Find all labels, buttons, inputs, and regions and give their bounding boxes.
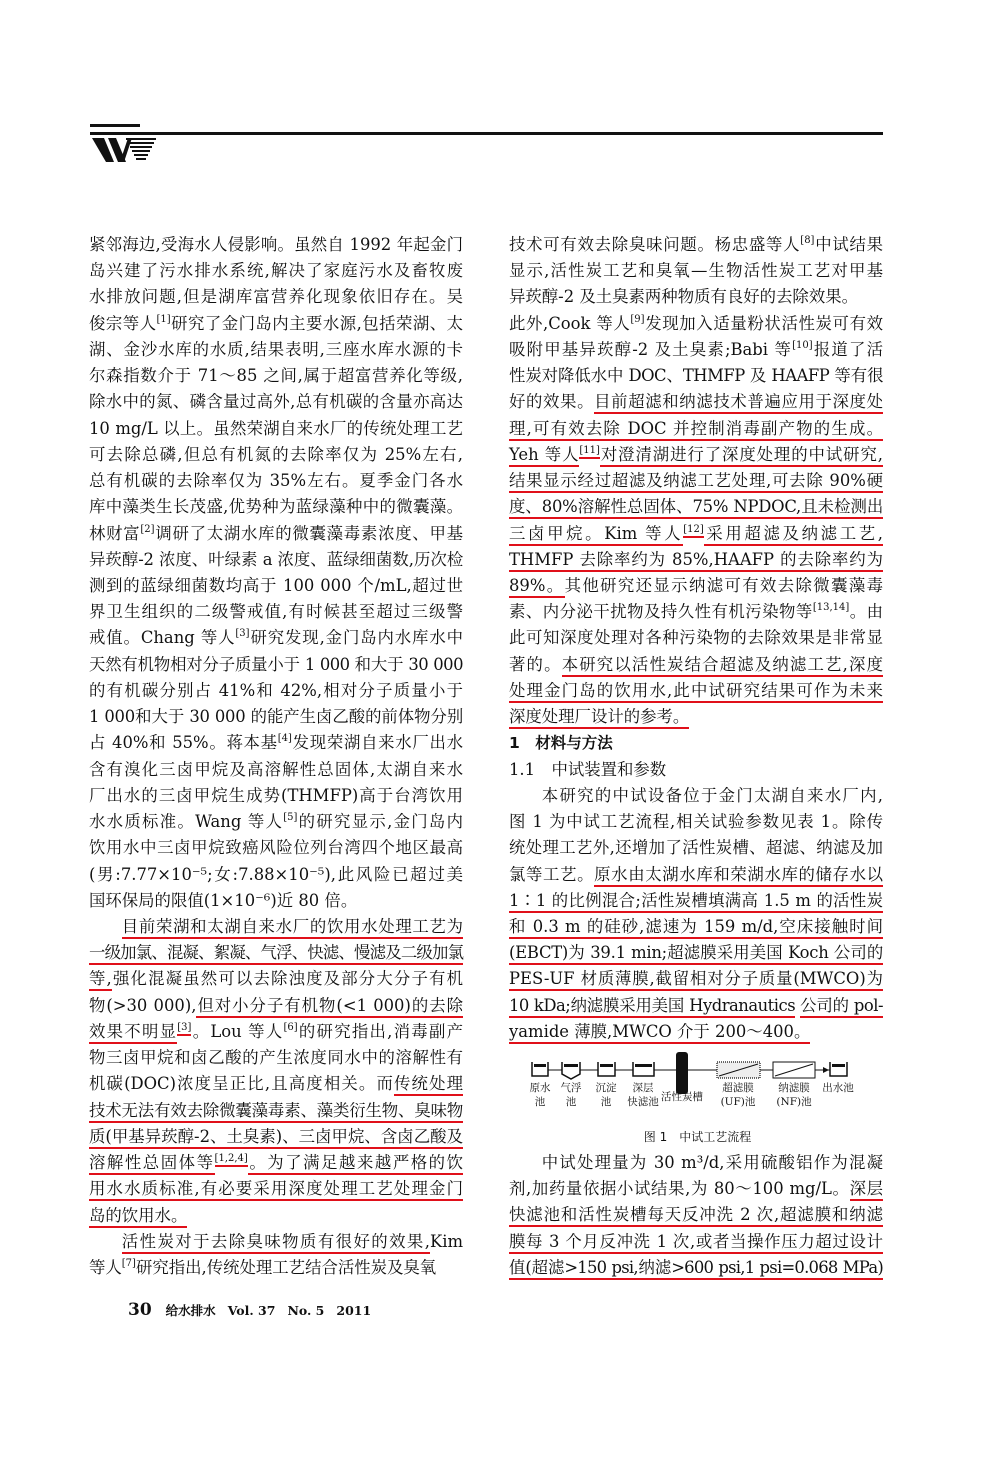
text-line <box>89 1099 463 1123</box>
text-run: 此可知深度处理对各种污染物的去除效果是非常显 <box>509 628 883 648</box>
text-run: 尔森指数介于 71～85 之间,属于超富营养化等级, <box>89 366 463 386</box>
text-line <box>89 1125 463 1149</box>
text-run: 著的。 <box>509 654 562 674</box>
text-line <box>89 705 463 729</box>
underlined-text: 膜每 3 个月反冲洗 1 次,或者当操作压力超过设计 <box>509 1232 883 1254</box>
underlined-text: 传统处理 <box>394 1074 463 1096</box>
text-run: 等人 <box>89 1257 122 1277</box>
journal-logo <box>90 124 160 164</box>
text-line <box>509 941 883 965</box>
text-run: 总有机碳的去除率仅为 35%左右。夏季金门各水 <box>89 471 463 491</box>
text-run: 报道了活 <box>812 339 884 359</box>
text-line <box>89 994 463 1018</box>
text-line <box>509 469 883 493</box>
underlined-text: Yeh 等人 <box>509 445 579 467</box>
stage-label: 沉淀 <box>595 1082 617 1094</box>
text-line <box>509 312 883 336</box>
text-line <box>509 626 883 650</box>
text-run: 性炭对降低水中 DOC、THMFP 及 HAAFP 等有很 <box>509 366 883 386</box>
text-line <box>89 548 463 572</box>
text-line <box>509 758 883 782</box>
text-line <box>89 417 463 441</box>
underlined-text: 岛的饮用水。 <box>89 1206 187 1228</box>
nf-membrane-icon <box>773 1062 815 1078</box>
text-line <box>89 653 463 677</box>
text-run: 水水质标准。Wang 等人 <box>89 812 284 832</box>
citation: [1,2,4] <box>215 1153 248 1167</box>
text-run: 林财富 <box>89 523 141 543</box>
text-line <box>89 443 463 467</box>
underlined-text: 公司的 pol- <box>800 996 883 1018</box>
citation: [8] <box>800 235 815 246</box>
text-line <box>509 233 883 257</box>
text-line <box>509 285 883 309</box>
text-line <box>509 1203 883 1227</box>
text-run: 物三卤甲烷和卤乙酸的产生浓度同水中的溶解性有 <box>89 1048 463 1068</box>
sedimentation-tank-icon <box>598 1062 615 1076</box>
text-run: 除水中的氮、磷含量过高外,总有机碳的含量亦高达 <box>89 392 463 412</box>
text-line <box>509 522 883 546</box>
text-run: 湖、金沙水库的水质,结果表明,三座水库水源的卡 <box>89 339 463 359</box>
arrow-icon <box>823 1067 829 1073</box>
process-flow-figure <box>505 1050 890 1125</box>
underlined-text: 一级加氯、混凝、絮凝、气浮、快滤、慢滤及二级加氯 <box>89 943 463 965</box>
activated-carbon-column-icon <box>676 1052 688 1094</box>
text-line <box>89 1020 463 1044</box>
underlined-text: 深层 <box>850 1179 883 1201</box>
stage-label: 快滤池 <box>627 1096 659 1108</box>
text-run: 发现荣湖自来水厂出水 <box>291 733 463 753</box>
underlined-text: THMFP 去除率约为 85%,HAAFP 的去除率约为 <box>509 550 883 572</box>
flotation-tank-icon <box>562 1062 580 1079</box>
text-run: 研究了金门岛内主要水源,包括荣湖、太 <box>170 313 464 333</box>
underlined-text: 深度处理厂设计的参考。 <box>509 707 689 729</box>
text-line <box>89 1230 463 1254</box>
text-run: 10 mg/L 以上。虽然荣湖自来水厂的传统处理工艺 <box>89 418 463 438</box>
text-run: 国环保局的限值(1×10⁻⁶)近 80 倍。 <box>89 890 358 910</box>
underlined-text: 。为了满足越来越严格的饮 <box>248 1153 463 1175</box>
text-run: 1.1 中试装置和参数 <box>509 759 667 779</box>
text-line <box>509 1020 883 1044</box>
text-line <box>509 705 883 729</box>
text-line <box>509 443 883 467</box>
citation: [3] <box>177 1022 191 1036</box>
text-run: 调研了太湖水库的微囊藻毒素浓度、甲基 <box>154 523 464 543</box>
text-line <box>509 417 883 441</box>
text-run: 。由 <box>849 602 884 622</box>
text-line <box>89 1256 463 1280</box>
text-line <box>89 312 463 336</box>
underlined-text: 目前超滤和纳滤技术普遍应用于深度处 <box>594 392 883 414</box>
text-line <box>509 889 883 913</box>
citation: [12] <box>683 524 704 538</box>
text-line <box>509 1177 883 1201</box>
citation: [10] <box>792 339 813 351</box>
underlined-text: 度、80%溶解性总固体、75% NPDOC,且未检测出 <box>509 497 883 519</box>
underlined-text: 技术无法有效去除微囊藻毒素、藻类衍生物、臭味物 <box>89 1101 463 1123</box>
text-line <box>89 469 463 493</box>
raw-water-tank-icon <box>532 1062 548 1076</box>
text-run: 测到的蓝绿细菌数均高于 100 000 个/mL,超过世 <box>89 575 463 595</box>
text-line <box>89 495 463 519</box>
text-run: 物(>30 000), <box>89 995 197 1015</box>
stage-label: 池 <box>534 1096 546 1108</box>
text-line <box>509 338 883 362</box>
stage-label: 气浮 <box>560 1082 582 1094</box>
text-run: 饮用水中三卤甲烷致癌风险位列台湾四个地区最高 <box>89 838 463 858</box>
text-run: 其他研究还显示纳滤可有效去除微囊藻毒 <box>564 575 883 595</box>
text-run: 强化混凝虽然可以去除浊度及部分大分子有机 <box>111 969 464 989</box>
figure-caption: 图 1 中试工艺流程 <box>643 1130 752 1144</box>
text-run: 机碳(DOC)浓度呈正比,且高度相关。而 <box>89 1074 394 1094</box>
citation: [5] <box>283 812 298 824</box>
citation: [9] <box>630 313 645 325</box>
text-line <box>89 390 463 414</box>
text-run: 戒值。Chang 等人 <box>89 628 236 648</box>
text-line <box>89 810 463 834</box>
underlined-text: 1∶1 的比例混合;活性炭槽填满高 1.5 m 的活性炭 <box>509 891 883 913</box>
citation: [1] <box>156 313 171 325</box>
underlined-text: 三卤甲烷。Kim 等人 <box>509 524 683 546</box>
text-run: 1 000和大于 30 000 的能产生卤乙酸的前体物分别 <box>89 707 463 727</box>
text-line <box>509 1151 883 1175</box>
outlet-tank-icon <box>830 1062 847 1076</box>
text-line <box>89 338 463 362</box>
underlined-text: 结果显示经过超滤及纳滤工艺处理,可去除 90%硬 <box>509 471 883 493</box>
year: 2011 <box>336 1303 372 1318</box>
underlined-text: 采用超滤及纳滤工艺, <box>704 524 883 546</box>
underlined-text: 对澄清湖进行了深度处理的中试研究, <box>600 445 883 467</box>
underlined-text: PES-UF 材质薄膜,截留相对分子质量(MWCO)为 <box>509 969 883 991</box>
underlined-text: 本研究以活性炭结合超滤及纳滤工艺,深度 <box>562 655 883 677</box>
text-line <box>89 889 463 913</box>
text-line <box>89 1177 463 1201</box>
citation: [7] <box>121 1257 136 1269</box>
underlined-text: 原水由太湖水库和荣湖水库的储存水以 <box>594 865 883 887</box>
text-line <box>89 784 463 808</box>
text-run: 界卫生组织的二级警戒值,有时候甚至超过三级警 <box>89 602 463 622</box>
stage-label: (NF)池 <box>776 1096 812 1108</box>
text-line <box>89 364 463 388</box>
text-line <box>89 863 463 887</box>
underlined-text: 效果不明显 <box>89 1022 177 1044</box>
page-footer <box>128 1300 383 1320</box>
text-run: 氯等工艺。 <box>509 864 595 884</box>
text-line <box>89 1151 463 1175</box>
text-line <box>89 679 463 703</box>
text-run: 1 材料与方法 <box>509 734 613 753</box>
text-line <box>509 390 883 414</box>
text-run: 的研究指出,消毒副产 <box>297 1021 463 1041</box>
page-number: 30 <box>128 1300 152 1320</box>
text-run: 俊宗等人 <box>89 313 157 333</box>
underlined-text: (EBCT)为 39.1 min;超滤膜采用美国 Koch 公司的 <box>509 943 883 965</box>
citation: [3] <box>235 628 250 640</box>
text-line <box>509 259 883 283</box>
text-run: 含有溴化三卤甲烷及高溶解性总固体,太湖自来水 <box>89 759 463 779</box>
text-run: 库中藻类生长茂盛,优势种为蓝绿藻种中的微囊藻。 <box>89 497 463 517</box>
journal-name: 给水排水 <box>165 1303 216 1318</box>
text-run: 本研究的中试设备位于金门太湖自来水厂内, <box>541 785 883 805</box>
text-line <box>89 259 463 283</box>
text-line <box>89 1204 463 1228</box>
stage-label: 池 <box>565 1096 577 1108</box>
underlined-text: 活性炭对于去除臭味物质有很好的效果, <box>122 1232 430 1254</box>
text-line <box>509 495 883 519</box>
text-run: 中试结果 <box>814 235 884 254</box>
text-line <box>509 784 883 808</box>
text-line <box>509 548 883 572</box>
text-line <box>509 1256 883 1280</box>
stage-label: (UF)池 <box>720 1096 756 1108</box>
text-run: 图 1 为中试工艺流程,相关试验参数见表 1。除传 <box>509 812 883 832</box>
text-run: 中试处理量为 30 m³/d,采用硫酸铝作为混凝 <box>541 1153 883 1172</box>
underlined-text: 快滤池和活性炭槽每天反冲洗 2 次,超滤膜和纳滤 <box>509 1205 883 1227</box>
underlined-text: 理,可有效去除 DOC 并控制消毒副产物的生成。 <box>509 419 883 441</box>
text-run: 可去除总磷,但总有机氮的去除率仅为 25%左右, <box>89 444 463 464</box>
citation: [2] <box>140 523 155 535</box>
text-line <box>509 1230 883 1254</box>
uf-membrane-icon <box>717 1062 760 1078</box>
stage-label: 深层 <box>632 1082 654 1094</box>
citation: [13,14] <box>812 602 850 614</box>
text-line <box>89 574 463 598</box>
underlined-text: 等, <box>89 969 112 991</box>
text-run: 发现加入适量粉状活性炭可有效 <box>644 313 883 333</box>
text-line <box>509 574 883 598</box>
text-run: 好的效果。 <box>509 392 595 412</box>
underlined-text: 用水水质标准,有必要采用深度处理工艺处理金门 <box>89 1179 463 1201</box>
text-line <box>89 758 463 782</box>
text-line <box>509 653 883 677</box>
text-run: 剂,加药量依据小试结果,为 80～100 mg/L。 <box>509 1179 850 1199</box>
text-line <box>89 731 463 755</box>
text-run: 岛兴建了污水排水系统,解决了家庭污水及畜牧废 <box>89 261 463 281</box>
volume: Vol. 37 <box>227 1303 276 1318</box>
text-run: 厂出水的三卤甲烷生成势(THMFP)高于台湾饮用 <box>89 785 463 805</box>
text-line <box>89 1046 463 1070</box>
text-line <box>89 836 463 860</box>
underlined-text: 10 kDa;纳滤膜采用美国 Hydranautics <box>509 996 795 1018</box>
text-run: 。Lou 等人 <box>191 1021 284 1041</box>
underlined-text: 质(甲基异莰醇-2、土臭素)、三卤甲烷、含卤乙酸及 <box>89 1127 463 1149</box>
text-line <box>509 810 883 834</box>
text-line <box>89 285 463 309</box>
text-line <box>89 233 463 257</box>
text-line <box>509 679 883 703</box>
text-line <box>509 600 883 624</box>
underlined-text: 目前荣湖和太湖自来水厂的饮用水处理工艺为 <box>122 917 463 939</box>
text-line <box>89 915 463 939</box>
underlined-text: 但对小分子有机物(<1 000)的去除 <box>196 996 463 1018</box>
section-heading <box>509 731 883 755</box>
text-line <box>509 863 883 887</box>
text-line <box>89 1072 463 1096</box>
citation: [4] <box>277 733 292 745</box>
stage-label: 纳滤膜 <box>778 1082 810 1094</box>
stage-label: 池 <box>600 1096 612 1108</box>
stage-label: 活性炭槽 <box>661 1091 703 1103</box>
stage-label: 超滤膜 <box>722 1082 754 1094</box>
underlined-text: 值(超滤>150 psi,纳滤>600 psi,1 psi=0.068 MPa) <box>509 1258 883 1280</box>
text-line <box>509 967 883 991</box>
text-run: 此外,Cook 等人 <box>509 313 631 333</box>
text-run: 天然有机物相对分子质量小于 1 000 和大于 30 000 <box>89 654 463 674</box>
text-run: 吸附甲基异莰醇-2 及土臭素;Babi 等 <box>509 339 793 359</box>
underlined-text: 处理金门岛的饮用水,此中试研究结果可作为未来 <box>509 681 883 703</box>
text-line <box>89 522 463 546</box>
text-run: 水排放问题,但是湖库富营养化现象依旧存在。吴 <box>89 287 463 307</box>
text-line <box>89 941 463 965</box>
text-line <box>89 600 463 624</box>
text-run: 统处理工艺外,还增加了活性炭槽、超滤、纳滤及加 <box>509 838 883 858</box>
text-run: 技术可有效去除臭味问题。杨忠盛等人 <box>509 235 801 254</box>
text-run: (男:7.77×10⁻⁵;女:7.88×10⁻⁵),此风险已超过美 <box>89 864 463 884</box>
underlined-text: 和 0.3 m 的硅砂,滤速为 159 m/d,空床接触时间 <box>509 917 883 939</box>
text-run: Kim <box>429 1231 463 1251</box>
text-run: 的有机碳分别占 41%和 42%,相对分子质量小于 <box>89 680 463 700</box>
underlined-text: yamide 薄膜,MWCO 介于 200～400。 <box>509 1022 810 1044</box>
text-line <box>509 364 883 388</box>
text-line <box>509 994 883 1018</box>
text-run: 研究指出,传统处理工艺结合活性炭及臭氧 <box>135 1257 437 1277</box>
issue: No. 5 <box>287 1303 325 1318</box>
citation: [6] <box>283 1021 298 1033</box>
text-run: 异莰醇-2 浓度、叶绿素 a 浓度、蓝绿细菌数,历次检 <box>89 549 463 569</box>
text-run: 显示,活性炭工艺和臭氧—生物活性炭工艺对甲基 <box>509 261 883 281</box>
text-line <box>509 915 883 939</box>
text-line <box>89 626 463 650</box>
text-line <box>509 836 883 860</box>
stage-label: 原水 <box>529 1082 551 1094</box>
rapid-filter-tank-icon <box>633 1062 654 1076</box>
text-run: 异莰醇-2 及土臭素两种物质有良好的去除效果。 <box>509 287 858 307</box>
text-run: 紧邻海边,受海水人侵影响。虽然自 1992 年起金门 <box>89 235 463 254</box>
text-run: 占 40%和 55%。蒋本基 <box>89 733 278 753</box>
text-run: 的研究显示,金门岛内 <box>297 812 464 832</box>
text-run: 研究发现,金门岛内水库水中 <box>249 628 463 648</box>
header-rule <box>90 132 883 135</box>
citation: [11] <box>579 445 600 459</box>
stage-label: 出水池 <box>822 1082 854 1094</box>
text-run: 素、内分泌干扰物及持久性有机污染物等 <box>509 602 813 622</box>
underlined-text: 89%。 <box>509 576 565 598</box>
text-line <box>89 967 463 991</box>
underlined-text: 溶解性总固体等 <box>89 1153 215 1175</box>
